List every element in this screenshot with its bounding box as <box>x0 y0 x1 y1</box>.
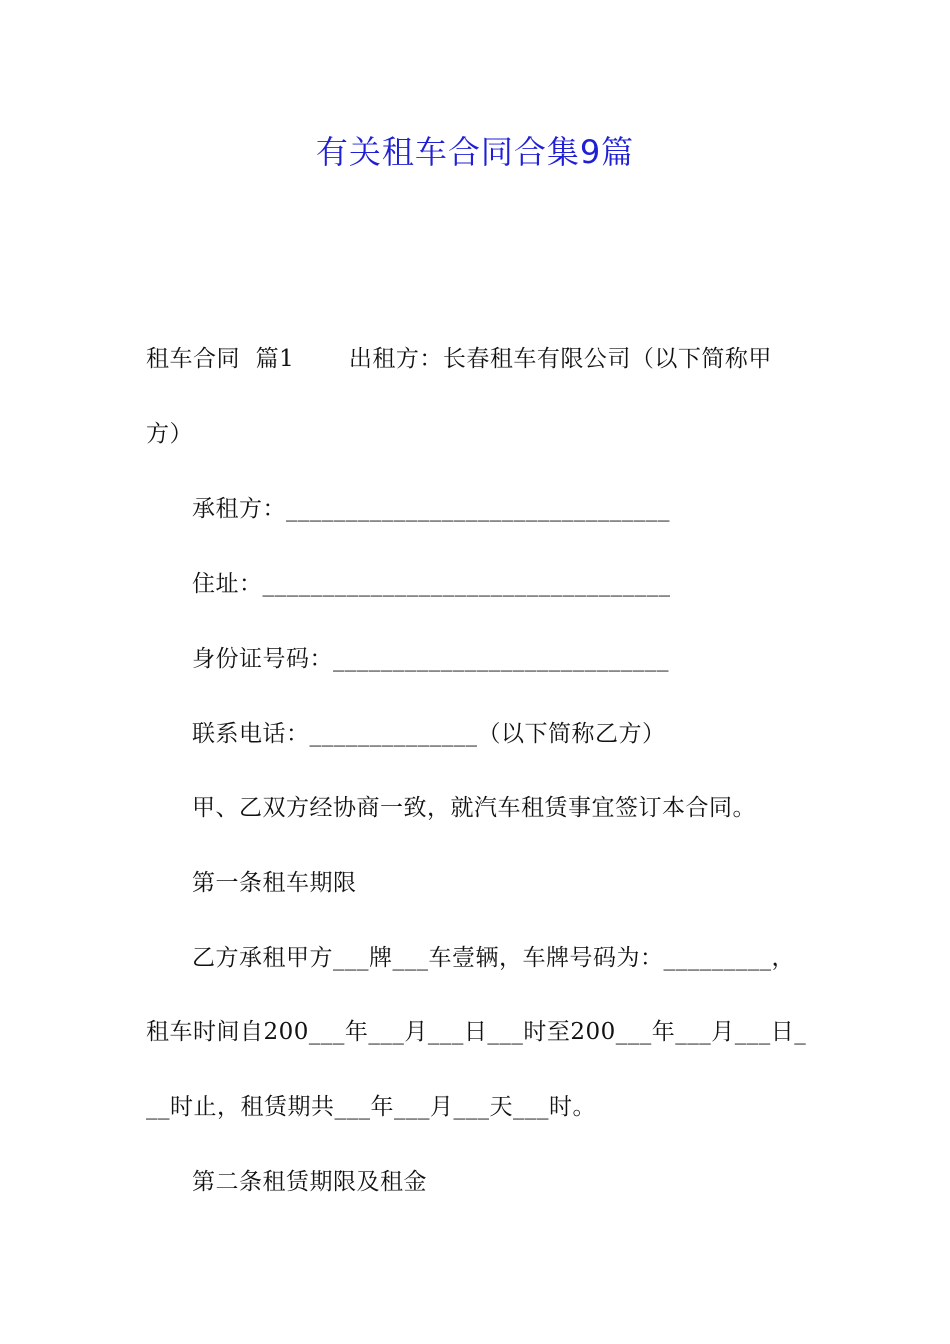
contract-heading-continuation: 方） <box>146 421 193 447</box>
address-field: 住址：__________________________________ <box>192 571 671 597</box>
phone-field: 联系电话：______________（以下简称乙方） <box>192 721 666 747</box>
document-title: 有关租车合同合集9篇 <box>315 133 635 171</box>
article-one-text-line-2: 租车时间自200___年___月___日___时至200___年___月___日_ <box>146 1019 807 1045</box>
id-number-field: 身份证号码：____________________________ <box>192 646 669 672</box>
article-one-text-line-3: __时止，租赁期共___年___月___天___时。 <box>146 1094 596 1120</box>
contract-heading-line: 租车合同 篇1 出租方：长春租车有限公司（以下简称甲 <box>146 346 772 372</box>
article-one-text-line-1: 乙方承租甲方___牌___车壹辆，车牌号码为：_________， <box>192 945 795 971</box>
lessee-field: 承租方：________________________________ <box>192 496 670 522</box>
agreement-paragraph: 甲、乙双方经协商一致，就汽车租赁事宜签订本合同。 <box>192 795 756 821</box>
article-one-heading: 第一条租车期限 <box>192 870 357 896</box>
article-two-heading: 第二条租赁期限及租金 <box>192 1169 427 1195</box>
